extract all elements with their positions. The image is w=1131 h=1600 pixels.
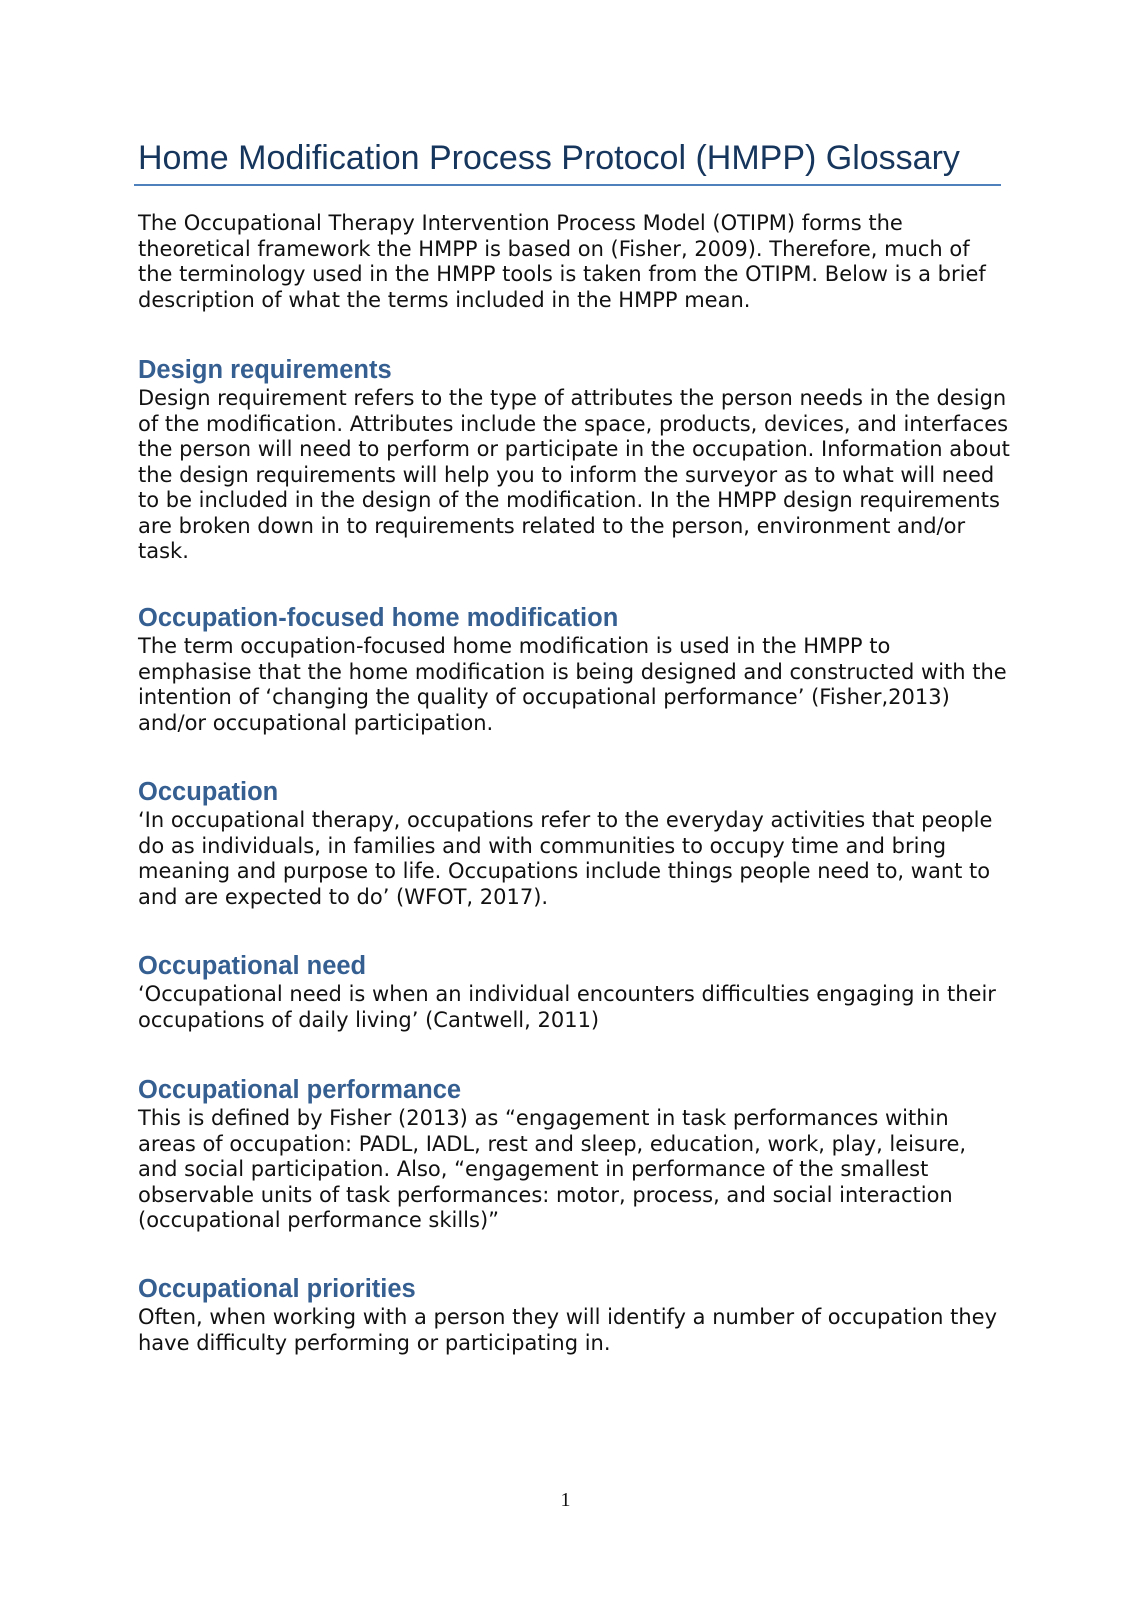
title-underline [134, 184, 1001, 186]
term-occupational-need [138, 951, 1010, 1033]
page-number: 1 [560, 1489, 571, 1511]
term-design-requirements [138, 355, 1010, 565]
term-heading: Design requirements [138, 356, 392, 384]
term-heading: Occupation-focused home modification [138, 604, 619, 632]
page-title: Home Modification Process Protocol (HMPP) Glossary [138, 139, 960, 177]
term-occupation-focused-home-modification [138, 603, 1010, 736]
term-definition: Often, when working with a person they will identify a number of occupation they have difficulty performing or participating in. [138, 1305, 998, 1355]
term-definition: ‘Occupational need is when an individual encounters difficulties engaging in their occupations of daily living’ (Cantwell, 2011) [138, 982, 996, 1032]
term-occupation [138, 777, 1010, 910]
term-heading: Occupational priorities [138, 1275, 416, 1303]
term-definition: This is defined by Fisher (2013) as “engagement in task performances within areas of occupation: PADL, IADL, rest and sleep, education, work, play, leisure, and social participation. Also, “engagement in performance of the smallest observable units of task performances: motor, process, and social interaction (occupational performance skills)” [138, 1106, 967, 1232]
intro-paragraph: The Occupational Therapy Intervention Process Model (OTIPM) forms the theoretical framework the HMPP is based on (Fisher, 2009). Therefore, much of the terminology used in the HMPP tools is taken from the OTIPM. Below is a brief description of what the terms included in the HMPP mean. [138, 211, 986, 312]
term-heading: Occupation [138, 778, 279, 806]
term-heading: Occupational performance [138, 1076, 462, 1104]
term-heading: Occupational need [138, 952, 367, 980]
term-occupational-performance [138, 1075, 1010, 1234]
term-occupational-priorities [138, 1274, 1010, 1356]
term-definition: Design requirement refers to the type of attributes the person needs in the design of the modification. Attributes include the space, products, devices, and interfaces the person will need to perform or participate in the occupation. Information about the design requirements will help you to inform the surveyor as to what will need to be included in the design of the modification. In the HMPP design requirements are broken down in to requirements related to the person, environment and/or task. [138, 386, 1010, 563]
term-definition: The term occupation-focused home modification is used in the HMPP to emphasise that the home modification is being designed and constructed with the intention of ‘changing the quality of occupational performance’ (Fisher,2013) and/or occupational participation. [138, 634, 1007, 735]
term-definition: ‘In occupational therapy, occupations refer to the everyday activities that people do as individuals, in families and with communities to occupy time and bring meaning and purpose to life. Occupations include things people need to, want to and are expected to do’ (WFOT, 2017). [138, 808, 993, 909]
